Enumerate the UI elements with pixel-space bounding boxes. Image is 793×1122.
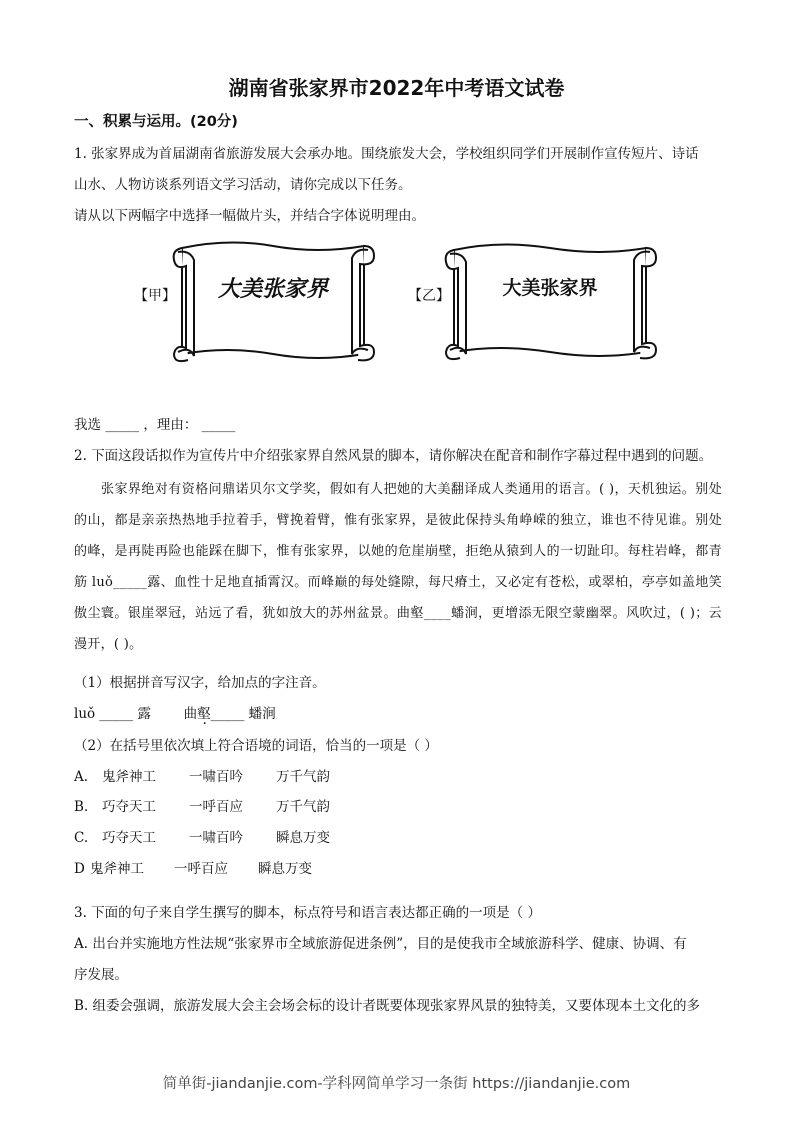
q2-sub1: （1）根据拼音写汉字，给加点的字注音。 [74, 675, 326, 691]
q2-sub1-answer-a: luǒ _____ 露 [74, 706, 151, 722]
option-b[interactable]: B. 巧夺天工 一呼百应 万千气韵 [74, 799, 330, 815]
q2-passage: 张家界绝对有资格问鼎诺贝尔文学奖，假如有人把她的大美翻译成人类通用的语言。( )，天机独运。别处的山，都是亲亲热热地手拉着手，臂挽着臂，惟有张家界，是彼此保持头角峥嵘的独立，谁也不待见谁。别处的峰，是再陡再险也能踩在脚下，惟有张家界，以她的危崖崩壁，拒绝从猿到人的一切趾印。每柱岩峰，都青筋 luǒ_____露、血性十足地直插霄汉。而峰巅的每处缝隙，每尺瘠土，又必定有苍松，或翠柏，亭亭如盖地笑傲尘寰。银崖翠冠，站远了看，犹如放大的苏州盆景。曲壑____蟠涧，更增添无限空蒙幽翠。风吹过，( )；云漫开，( )。 [74, 482, 722, 652]
q2-sub2: （2）在括号里依次填上符合语境的词语，恰当的一项是（ ） [74, 738, 438, 754]
q2-sub1-answer [74, 702, 276, 722]
q1-line-2: 山水、人物访谈系列语文学习活动，请你完成以下任务。 [74, 177, 412, 193]
option-a[interactable]: A. 鬼斧神工 一啸百吟 万千气韵 [74, 769, 330, 785]
scroll-image-a [168, 236, 378, 366]
label-yi: 【乙】 [408, 288, 450, 304]
section-heading: 一、积累与运用。(20分) [74, 114, 238, 130]
q2-intro: 2. 下面这段话拟作为宣传片中介绍张家界自然风景的脚本，请你解决在配音和制作字幕过程中遇到的问题。 [74, 448, 713, 464]
scroll-image-b [440, 236, 660, 366]
q2-sub1-answer-c: _____ 蟠涧 [210, 706, 276, 722]
q3-option-a-line-2: 序发展。 [74, 967, 128, 983]
scroll-text-a: 大美张家界 [217, 277, 329, 302]
q3-option-b-line-1: B. 组委会强调，旅游发展大会主会场会标的设计者既要体现张家界风景的独特美，又要体现本土文化的多 [74, 998, 701, 1014]
option-c[interactable]: C. 巧夺天工 一啸百吟 瞬息万变 [74, 830, 330, 846]
scroll-text-b: 大美张家界 [502, 277, 598, 299]
q2-sub1-dotted-char: 壑 [197, 706, 211, 722]
page-footer: 简单街-jiandanjie.com-学科网简单学习一条街 https://jiandanjie.com [162, 1076, 631, 1092]
label-jia: 【甲】 [134, 288, 176, 304]
q3-intro: 3. 下面的句子来自学生撰写的脚本，标点符号和语言表达都正确的一项是（ ） [74, 905, 541, 921]
option-d[interactable]: D 鬼斧神工 一呼百应 瞬息万变 [74, 861, 312, 877]
q1-answer-line: 我选 _____ ，理由： _____ [74, 417, 236, 433]
q2-sub1-answer-b: 曲 [183, 706, 198, 722]
q3-option-a-line-1: A. 出台并实施地方性法规“张家界市全域旅游促进条例”，目的是使我市全域旅游科学、健康、协调、有 [74, 936, 687, 952]
q1-line-1: 1. 张家界成为首届湖南省旅游发展大会承办地。围绕旅发大会，学校组织同学们开展制作宣传短片、诗话 [74, 146, 699, 162]
page-title: 湖南省张家界市2022年中考语文试卷 [228, 76, 565, 100]
q1-line-3: 请从以下两幅字中选择一幅做片头，并结合字体说明理由。 [74, 208, 425, 224]
